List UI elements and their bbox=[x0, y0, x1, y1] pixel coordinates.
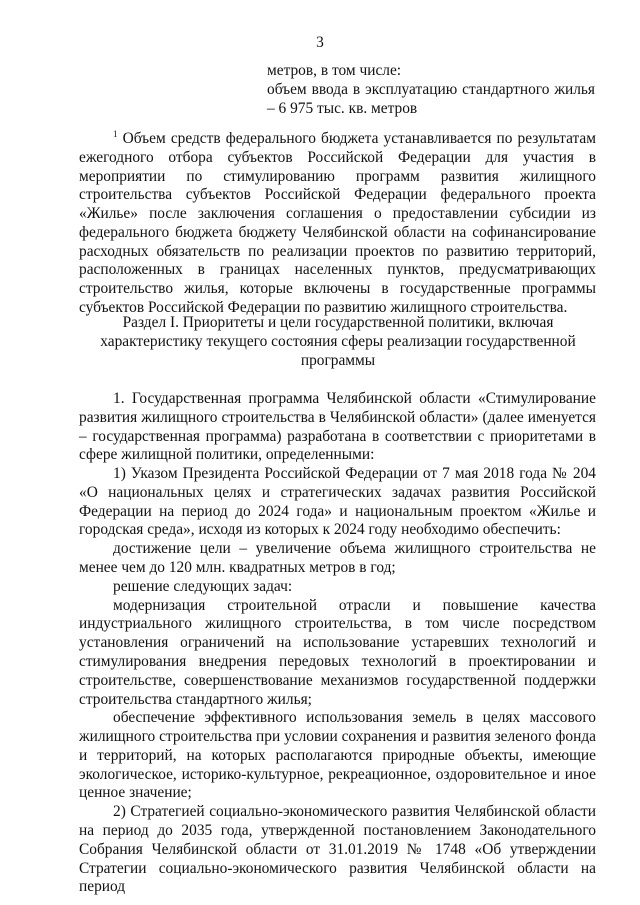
paragraph: 2) Стратегией социально-экономического развития Челябинской области на период до 2035 года, утвержденной постановлением Законодательного Собрания Челябинской области от 31.01.2019 № 1748 «Об утверждении Стратегии социально-экономического развития Челябинской области на период bbox=[79, 803, 596, 896]
footnote-text: Объем средств федерального бюджета устанавливается по результатам ежегодного отбора субъектов Российской Федерации для участия в мероприятии по стимулированию программ развития жилищного строительства субъектов Российской Федерации федерального проекта «Жилье» после заключения соглашения о предоставлении субсидии из федерального бюджета бюджету Челябинской области на софинансирование расходных обязательств по реализации проектов по развитию территорий, расположенных в границах населенных пунктов, предусматривающих строительство жилья, которые включены в государственные программы субъектов Российской Федерации по развитию жилищного строительства. bbox=[79, 130, 596, 317]
section-heading: Раздел I. Приоритеты и цели государственной политики, включая характеристику текущего состояния сферы реализации государственной программы bbox=[100, 314, 576, 369]
footnote-marker: 1 bbox=[113, 129, 118, 139]
paragraph: решение следующих задач: bbox=[113, 577, 293, 595]
table-cell-line-1: метров, в том числе: bbox=[267, 62, 402, 79]
paragraph: обеспечение эффективного использования земель в целях массового жилищного строительства при условии сохранения и развития зеленого фонда и территорий, на которых располагаются природные объекты, имеющие экологическое, историко-культурное, рекреационное, оздоровительное и иное ценное значение; bbox=[79, 709, 596, 802]
paragraph: достижение цели – увеличение объема жилищного строительства не менее чем до 120 млн. квадратных метров в год; bbox=[79, 540, 596, 577]
paragraph: 1) Указом Президента Российской Федерации от 7 мая 2018 года № 204 «О национальных целях и стратегических задачах развития Российской Федерации на период до 2024 года» и национальным проектом «Жилье и городская среда», исходя из которых к 2024 году необходимо обеспечить: bbox=[79, 465, 596, 539]
main-text bbox=[79, 390, 596, 897]
table-cell-text bbox=[267, 62, 595, 118]
page-number: 3 bbox=[316, 34, 324, 51]
footnote bbox=[79, 129, 596, 318]
footnote-paragraph bbox=[79, 129, 596, 318]
paragraph: модернизация строительной отрасли и повышение качества индустриального жилищного строительства, в том числе посредством установления ограничений на использование устаревших технологий и стимулирования внедрения передовых технологий в проектировании и строительстве, совершенствование механизмов государственной поддержки строительства стандартного жилья; bbox=[79, 596, 596, 708]
table-cell-line-2: объем ввода в эксплуатацию стандартного жилья – 6 975 тыс. кв. метров bbox=[267, 80, 595, 117]
paragraph: 1. Государственная программа Челябинской области «Стимулирование развития жилищного строительства в Челябинской области» (далее именуется – государственная программа) разработана в соответствии с приоритетами в сфере жилищной политики, определенными: bbox=[79, 390, 596, 464]
